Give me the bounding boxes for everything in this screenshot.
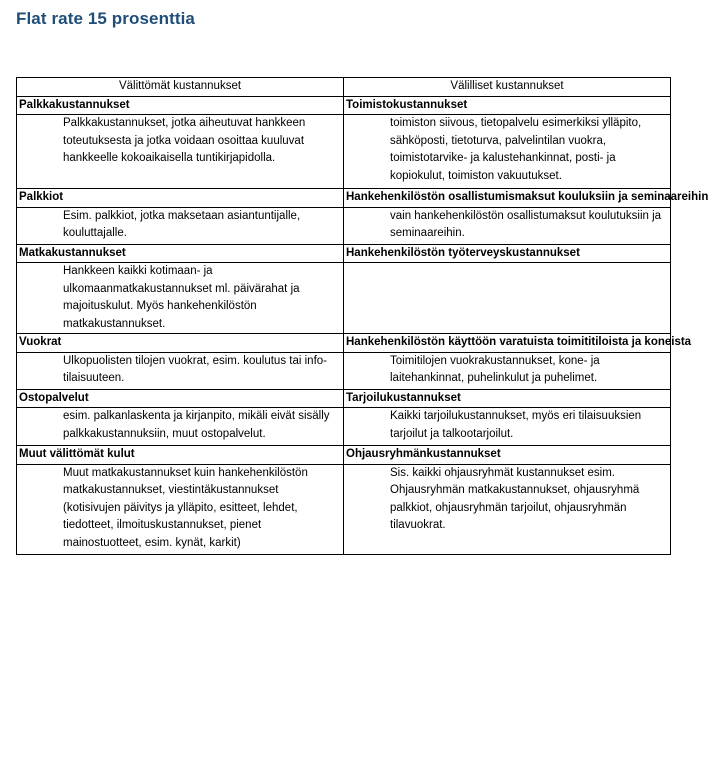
category-row (17, 446, 671, 465)
category-row (17, 189, 671, 208)
direct-category: Palkkakustannukset (17, 96, 344, 115)
indirect-category: Hankehenkilöstön osallistumismaksut kouluksiin ja seminaareihin (344, 189, 671, 208)
direct-category: Matkakustannukset (17, 244, 344, 263)
direct-description: Hankkeen kaikki kotimaan- ja ulkomaanmatkakustannukset ml. päivärahat ja majoituskulut. Myös hankehenkilöstön matkakustannukset. (17, 263, 344, 334)
direct-category: Ostopalvelut (17, 389, 344, 408)
direct-description: esim. palkanlaskenta ja kirjanpito, mikäli eivät sisälly palkkakustannuksiin, muut ostopalvelut. (17, 408, 344, 446)
indirect-description: vain hankehenkilöstön osallistumaksut koulutuksiin ja seminaareihin. (344, 207, 671, 244)
category-row (17, 389, 671, 408)
indirect-category: Toimistokustannukset (344, 96, 671, 115)
direct-description: Esim. palkkiot, jotka maksetaan asiantuntijalle, kouluttajalle. (17, 207, 344, 244)
direct-costs-header: Välittömät kustannukset (17, 78, 344, 97)
indirect-description (344, 263, 671, 334)
indirect-category: Tarjoilukustannukset (344, 389, 671, 408)
description-row (17, 352, 671, 389)
direct-description: Muut matkakustannukset kuin hankehenkilöstön matkakustannukset, viestintäkustannukset (kotisivujen päivitys ja ylläpito, esitteet, lehdet, tiedotteet, ilmoituskustannukset, pienet mainostuotteet, esim. kynät, karkit) (17, 464, 344, 554)
category-row (17, 334, 671, 353)
description-row (17, 464, 671, 554)
indirect-description: Sis. kaikki ohjausryhmät kustannukset esim. Ohjausryhmän matkakustannukset, ohjausryhmä palkkiot, ohjausryhmän tarjoilut, ohjausryhmän tilavuokrat. (344, 464, 671, 554)
direct-category: Muut välittömät kulut (17, 446, 344, 465)
description-row (17, 115, 671, 189)
direct-description: Palkkakustannukset, jotka aiheutuvat hankkeen toteutuksesta ja jotka voidaan osoittaa kuuluvat hankkeelle kokoaikaisella tuntikirjapidolla. (17, 115, 344, 189)
indirect-category: Hankehenkilöstön työterveyskustannukset (344, 244, 671, 263)
direct-description: Ulkopuolisten tilojen vuokrat, esim. koulutus tai info-tilaisuuteen. (17, 352, 344, 389)
description-row (17, 408, 671, 446)
table-header-row (17, 78, 671, 97)
description-row (17, 263, 671, 334)
direct-category: Vuokrat (17, 334, 344, 353)
cost-comparison-table (16, 77, 708, 555)
indirect-description: toimiston siivous, tietopalvelu esimerkiksi ylläpito, sähköposti, tietoturva, palvelintilan vuokra, toimistotarvike- ja kalustehankinnat, posti- ja kopiokulut, toimiston vakuutukset. (344, 115, 671, 189)
indirect-category: Ohjausryhmänkustannukset (344, 446, 671, 465)
page-title: Flat rate 15 prosenttia (16, 9, 195, 28)
indirect-description: Kaikki tarjoilukustannukset, myös eri tilaisuuksien tarjoilut ja talkootarjoilut. (344, 408, 671, 446)
description-row (17, 207, 671, 244)
indirect-costs-header: Välilliset kustannukset (344, 78, 671, 97)
category-row (17, 96, 671, 115)
category-row (17, 244, 671, 263)
direct-category: Palkkiot (17, 189, 344, 208)
indirect-description: Toimitilojen vuokrakustannukset, kone- ja laitehankinnat, puhelinkulut ja puhelimet. (344, 352, 671, 389)
indirect-category: Hankehenkilöstön käyttöön varatuista toimititiloista ja koneista (344, 334, 671, 353)
